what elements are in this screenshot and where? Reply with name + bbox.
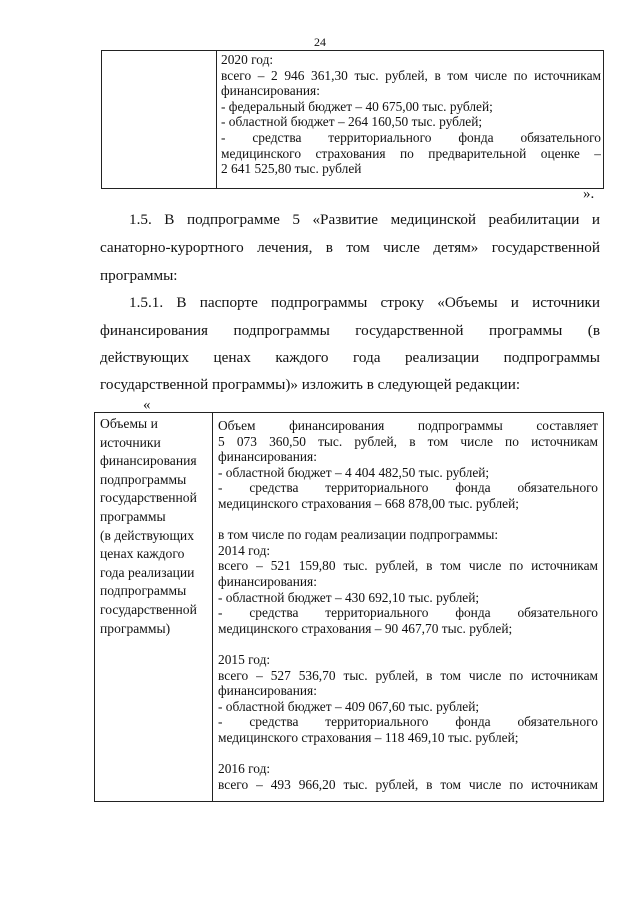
text-line: в том числе по годам реализации подпрограммы: bbox=[218, 527, 499, 543]
spacer bbox=[218, 512, 598, 528]
text-line: - областной бюджет – 409 067,60 тыс. рублей; bbox=[218, 698, 480, 714]
opening-quote: « bbox=[143, 397, 151, 413]
text-line: 2 641 525,80 тыс. рублей bbox=[221, 161, 362, 177]
text-line: подпрограммы bbox=[100, 471, 187, 487]
paragraph-line: 1.5.1. В паспорте подпрограммы строку «Объемы и источники bbox=[129, 294, 600, 311]
paragraph-line: программы: bbox=[100, 267, 178, 284]
text-line: 2015 год: bbox=[218, 651, 271, 667]
text-line: государственной bbox=[100, 601, 197, 617]
text-line: ценах каждого bbox=[100, 546, 185, 562]
text-line: программы) bbox=[100, 620, 171, 636]
text-line: - средства территориального фонда обязательного bbox=[218, 605, 598, 621]
text-line: финансирования: bbox=[221, 83, 320, 99]
text-line: - средства территориального фонда обязательного bbox=[218, 714, 598, 730]
text-line: медицинского страхования – 90 467,70 тыс. рублей; bbox=[218, 620, 513, 636]
text-line: Объемы и bbox=[100, 416, 158, 431]
text-line: медицинского страхования по предварительной оценке – bbox=[221, 145, 601, 161]
paragraph-line: финансирования подпрограммы государственной программы (в bbox=[100, 322, 600, 339]
text-line: 5 073 360,50 тыс. рублей, в том числе по источникам bbox=[218, 433, 598, 449]
text-line: медицинского страхования – 118 469,10 тыс. рублей; bbox=[218, 729, 519, 745]
text-line: - областной бюджет – 430 692,10 тыс. рублей; bbox=[218, 589, 480, 605]
text-line: - средства территориального фонда обязательного bbox=[218, 480, 598, 496]
text-line: - областной бюджет – 264 160,50 тыс. рублей; bbox=[221, 114, 483, 130]
text-line: всего – 527 536,70 тыс. рублей, в том числе по источникам bbox=[218, 667, 598, 683]
closing-quote: ». bbox=[583, 186, 595, 202]
text-line: финансирования bbox=[100, 453, 197, 469]
text-line: - областной бюджет – 4 404 482,50 тыс. рублей; bbox=[218, 464, 490, 480]
main-table-right-cell bbox=[218, 413, 598, 801]
text-line: подпрограммы bbox=[100, 583, 187, 599]
text-line: программы bbox=[100, 508, 166, 524]
text-line: финансирования: bbox=[218, 683, 317, 699]
text-line: (в действующих bbox=[100, 527, 194, 543]
top-table bbox=[101, 50, 604, 189]
text-line: 2016 год: bbox=[218, 761, 271, 777]
top-table-left-cell bbox=[102, 51, 217, 188]
page-number: 24 bbox=[314, 35, 326, 49]
text-line: Объем финансирования подпрограммы составляет bbox=[218, 418, 598, 433]
text-line: финансирования: bbox=[218, 573, 317, 589]
text-line: всего – 2 946 361,30 тыс. рублей, в том числе по источникам bbox=[221, 67, 601, 83]
paragraph-line: государственной программы)» изложить в следующей редакции: bbox=[100, 376, 521, 393]
text-line: 2020 год: bbox=[221, 52, 274, 67]
paragraph-line: санаторно-курортного лечения, в том числе детям» государственной bbox=[100, 239, 600, 256]
spacer bbox=[218, 636, 598, 652]
text-line: источники bbox=[100, 434, 161, 450]
paragraph-line: действующих ценах каждого года реализации подпрограммы bbox=[100, 349, 600, 366]
text-line: всего – 493 966,20 тыс. рублей, в том числе по источникам bbox=[218, 776, 598, 792]
text-line: финансирования: bbox=[218, 449, 317, 465]
text-line: - средства территориального фонда обязательного bbox=[221, 129, 601, 145]
text-line: года реализации bbox=[100, 564, 195, 580]
spacer bbox=[218, 745, 598, 761]
main-table bbox=[94, 412, 604, 802]
text-line: 2014 год: bbox=[218, 542, 271, 558]
top-table-right-cell bbox=[221, 51, 601, 188]
text-line: - федеральный бюджет – 40 675,00 тыс. рублей; bbox=[221, 98, 493, 114]
text-line: всего – 521 159,80 тыс. рублей, в том числе по источникам bbox=[218, 558, 598, 574]
paragraph-line: 1.5. В подпрограмме 5 «Развитие медицинской реабилитации и bbox=[129, 211, 600, 228]
main-table-left-cell bbox=[95, 413, 213, 801]
text-line: государственной bbox=[100, 490, 197, 506]
text-line: медицинского страхования – 668 878,00 тыс. рублей; bbox=[218, 495, 519, 511]
